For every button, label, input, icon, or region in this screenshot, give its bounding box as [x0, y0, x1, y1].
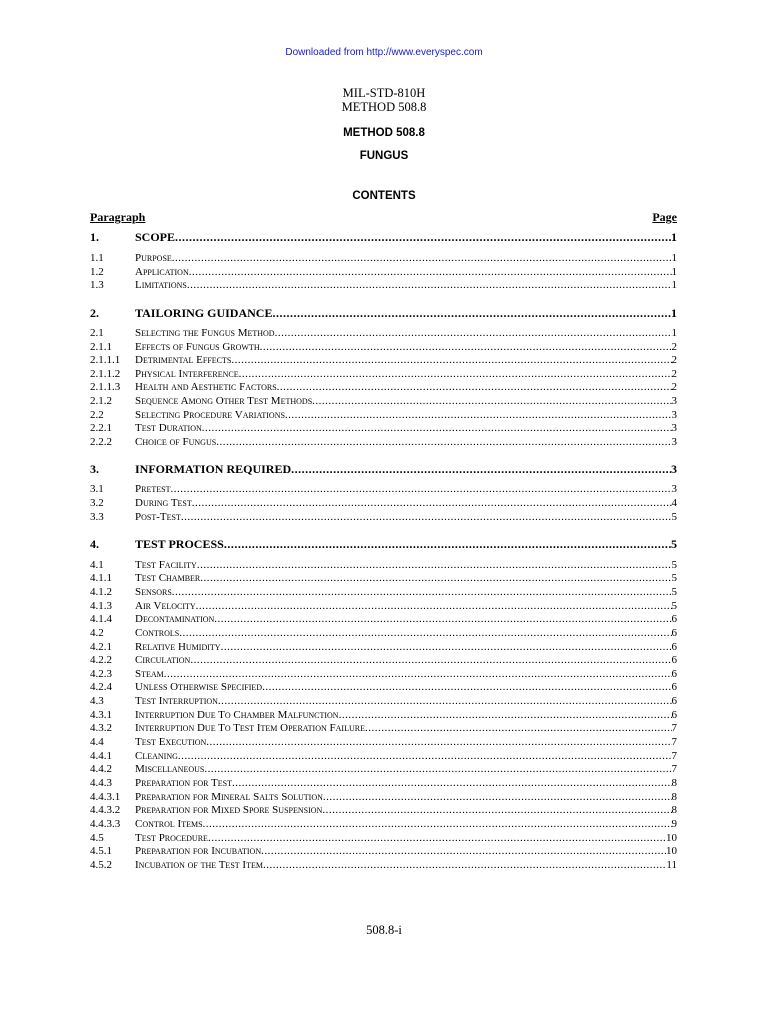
toc-page-number: 10: [666, 845, 677, 857]
toc-row[interactable]: [90, 409, 677, 422]
toc-number: 4.1.3: [90, 600, 112, 612]
toc-page-number: 3: [671, 436, 677, 448]
toc-row[interactable]: [90, 230, 677, 246]
toc-number: 2.2.2: [90, 436, 112, 448]
toc-title: Application: [135, 266, 189, 278]
toc-number: 2.1.1: [90, 341, 112, 353]
toc-title: Detrimental Effects: [135, 354, 232, 366]
toc-row[interactable]: [90, 750, 677, 763]
toc-page-number: 1: [671, 306, 677, 320]
paragraph-column-header: Paragraph: [90, 210, 146, 224]
toc-row[interactable]: [90, 327, 677, 340]
toc-title: Test Facility: [135, 559, 197, 571]
toc-row[interactable]: [90, 681, 677, 694]
doc-id: MIL-STD-810H: [342, 86, 426, 100]
toc-row[interactable]: [90, 600, 677, 613]
toc-title: INFORMATION REQUIRED: [135, 462, 292, 476]
toc-page-number: 6: [671, 695, 677, 707]
page-footer: 508.8-i: [366, 923, 402, 937]
toc-number: 4.4: [90, 736, 104, 748]
toc-leader-dots: [291, 462, 671, 477]
toc-row[interactable]: [90, 777, 677, 790]
toc-leader-dots: [218, 695, 672, 707]
toc-leader-dots: [221, 641, 672, 653]
toc-number: 3.3: [90, 511, 104, 523]
toc-leader-dots: [365, 722, 672, 734]
toc-number: 4.5.2: [90, 859, 112, 871]
toc-leader-dots: [214, 613, 671, 625]
toc-page-number: 4: [671, 497, 677, 509]
toc-page-number: 2: [671, 368, 677, 380]
toc-page-number: 5: [671, 559, 677, 571]
toc-leader-dots: [224, 537, 671, 552]
toc-title: Effects of Fungus Growth: [135, 341, 260, 353]
toc-page-number: 3: [671, 409, 677, 421]
toc-leader-dots: [189, 266, 672, 278]
toc-row[interactable]: [90, 736, 677, 749]
toc-row[interactable]: [90, 395, 677, 408]
toc-row[interactable]: [90, 422, 677, 435]
toc-number: 2.1.1.1: [90, 354, 121, 366]
toc-row[interactable]: [90, 497, 677, 510]
toc-page-number: 6: [671, 654, 677, 666]
toc-number: 4.2: [90, 627, 104, 639]
toc-leader-dots: [196, 600, 672, 612]
toc-leader-dots: [204, 763, 671, 775]
toc-page-number: 6: [671, 613, 677, 625]
toc-number: 4.1.1: [90, 572, 112, 584]
toc-title: Circulation: [135, 654, 191, 666]
toc-row[interactable]: [90, 641, 677, 654]
toc-title: Pretest: [135, 483, 171, 495]
toc-leader-dots: [175, 230, 671, 245]
toc-row[interactable]: [90, 436, 677, 449]
toc-leader-dots: [262, 681, 671, 693]
toc-title: Sequence Among Other Test Methods: [135, 395, 313, 407]
toc-number: 2.: [90, 306, 99, 320]
toc-row[interactable]: [90, 859, 677, 872]
toc-page-number: 6: [671, 709, 677, 721]
toc-row[interactable]: [90, 537, 677, 553]
toc-number: 4.4.1: [90, 750, 112, 762]
contents-heading: CONTENTS: [352, 190, 416, 202]
toc-leader-dots: [208, 832, 666, 844]
toc-page-number: 6: [671, 641, 677, 653]
toc-title: Cleaning: [135, 750, 178, 762]
toc-page-number: 6: [671, 627, 677, 639]
toc-title: During Test: [135, 497, 192, 509]
toc-title: Air Velocity: [135, 600, 196, 612]
toc-number: 1.3: [90, 279, 104, 291]
toc-title: Interruption Due To Test Item Operation Failure: [135, 722, 365, 734]
toc-page-number: 5: [671, 511, 677, 523]
toc-page-number: 7: [671, 750, 677, 762]
toc-page-number: 3: [671, 395, 677, 407]
toc-leader-dots: [239, 368, 672, 380]
toc-number: 4.4.3.2: [90, 804, 121, 816]
toc-title: Preparation for Incubation: [135, 845, 262, 857]
toc-title: Controls: [135, 627, 180, 639]
toc-number: 4.3.2: [90, 722, 112, 734]
toc-page-number: 5: [671, 586, 677, 598]
toc-row[interactable]: [90, 695, 677, 708]
toc-title: TEST PROCESS: [135, 537, 224, 551]
toc-row[interactable]: [90, 354, 677, 367]
toc-title: Test Procedure: [135, 832, 208, 844]
toc-leader-dots: [170, 483, 671, 495]
toc-page-number: 6: [671, 681, 677, 693]
toc-leader-dots: [322, 804, 671, 816]
toc-leader-dots: [260, 341, 672, 353]
toc-leader-dots: [261, 845, 666, 857]
toc-leader-dots: [231, 354, 671, 366]
toc-number: 2.1.2: [90, 395, 112, 407]
toc-row[interactable]: [90, 252, 677, 265]
toc-page-number: 7: [671, 722, 677, 734]
toc-leader-dots: [187, 279, 672, 291]
toc-row[interactable]: [90, 668, 677, 681]
download-link[interactable]: Downloaded from http://www.everyspec.com: [285, 47, 483, 58]
toc-number: 4.3: [90, 695, 104, 707]
toc-row[interactable]: [90, 613, 677, 626]
toc-title: Preparation for Test: [135, 777, 232, 789]
toc-number: 3.2: [90, 497, 104, 509]
toc-page-number: 1: [671, 266, 677, 278]
toc-title: Miscellaneous: [135, 763, 205, 775]
doc-method: METHOD 508.8: [341, 100, 427, 114]
toc-title: Decontamination: [135, 613, 215, 625]
toc-leader-dots: [272, 306, 671, 321]
toc-page-number: 2: [671, 354, 677, 366]
toc-title: Selecting Procedure Variations: [135, 409, 285, 421]
toc-leader-dots: [200, 572, 671, 584]
toc-title: Preparation for Mixed Spore Suspension: [135, 804, 323, 816]
toc-leader-dots: [285, 409, 672, 421]
toc-title: TAILORING GUIDANCE: [135, 306, 273, 320]
toc-number: 2.1: [90, 327, 104, 339]
toc-leader-dots: [216, 436, 671, 448]
toc-page-number: 1: [671, 252, 677, 264]
toc-title: Test Interruption: [135, 695, 218, 707]
toc-page-number: 5: [671, 537, 677, 551]
toc-page-number: 6: [671, 668, 677, 680]
toc-number: 4.: [90, 537, 99, 551]
column-headers: [90, 210, 677, 226]
toc-number: 4.2.2: [90, 654, 112, 666]
toc-row[interactable]: [90, 368, 677, 381]
toc-title: Test Duration: [135, 422, 202, 434]
toc-row[interactable]: [90, 483, 677, 496]
toc-page-number: 5: [671, 600, 677, 612]
toc-row[interactable]: [90, 462, 677, 478]
toc-title: SCOPE: [135, 230, 176, 244]
toc-title: Unless Otherwise Specified: [135, 681, 263, 693]
toc-title: Interruption Due To Chamber Malfunction: [135, 709, 339, 721]
toc-row[interactable]: [90, 511, 677, 524]
toc-row[interactable]: [90, 804, 677, 817]
toc-row[interactable]: [90, 341, 677, 354]
toc-page-number: 5: [671, 572, 677, 584]
toc-leader-dots: [202, 422, 672, 434]
toc-number: 4.1.2: [90, 586, 112, 598]
toc-number: 1.: [90, 230, 99, 244]
toc-leader-dots: [164, 668, 672, 680]
toc-row[interactable]: [90, 709, 677, 722]
toc-page-number: 7: [671, 736, 677, 748]
toc-page-number: 1: [671, 279, 677, 291]
toc-number: 3.: [90, 462, 99, 476]
toc-leader-dots: [178, 750, 672, 762]
toc-leader-dots: [206, 736, 671, 748]
toc-page-number: 2: [671, 341, 677, 353]
toc-row[interactable]: [90, 818, 677, 831]
toc-page-number: 3: [671, 422, 677, 434]
toc-row[interactable]: [90, 586, 677, 599]
toc-title: Limitations: [135, 279, 187, 291]
toc-number: 4.4.3.3: [90, 818, 121, 830]
toc-number: 2.1.1.3: [90, 381, 121, 393]
toc-leader-dots: [192, 497, 672, 509]
toc-leader-dots: [203, 818, 672, 830]
toc-leader-dots: [277, 381, 672, 393]
method-title: METHOD 508.8: [343, 127, 425, 139]
toc-title: Preparation for Mineral Salts Solution: [135, 791, 323, 803]
toc-number: 4.5.1: [90, 845, 112, 857]
toc-leader-dots: [190, 654, 671, 666]
toc-title: Selecting the Fungus Method: [135, 327, 275, 339]
toc-number: 4.3.1: [90, 709, 112, 721]
toc-title: Steam: [135, 668, 164, 680]
toc-page-number: 8: [671, 804, 677, 816]
toc-row[interactable]: [90, 381, 677, 394]
toc-leader-dots: [312, 395, 671, 407]
toc-title: Purpose: [135, 252, 172, 264]
toc-number: 2.2: [90, 409, 104, 421]
toc-title: Test Chamber: [135, 572, 201, 584]
toc-page-number: 3: [671, 462, 677, 476]
toc-number: 4.2.1: [90, 641, 112, 653]
toc-leader-dots: [232, 777, 672, 789]
toc-title: Post-Test: [135, 511, 181, 523]
toc-number: 4.4.3: [90, 777, 112, 789]
toc-number: 2.2.1: [90, 422, 112, 434]
toc-row[interactable]: [90, 791, 677, 804]
toc-page-number: 3: [671, 483, 677, 495]
toc-title: Choice of Fungus: [135, 436, 217, 448]
toc-title: Relative Humidity: [135, 641, 221, 653]
toc-row[interactable]: [90, 845, 677, 858]
toc-number: 1.2: [90, 266, 104, 278]
toc-page-number: 7: [671, 763, 677, 775]
toc-number: 4.4.3.1: [90, 791, 121, 803]
toc-leader-dots: [339, 709, 672, 721]
toc-number: 4.1: [90, 559, 104, 571]
toc-page-number: 11: [666, 859, 677, 871]
toc-page-number: 1: [671, 327, 677, 339]
toc-row[interactable]: [90, 627, 677, 640]
toc-number: 2.1.1.2: [90, 368, 121, 380]
toc-row[interactable]: [90, 722, 677, 735]
toc-title: Health and Aesthetic Factors: [135, 381, 277, 393]
toc-leader-dots: [263, 859, 666, 871]
toc-number: 4.4.2: [90, 763, 112, 775]
toc-row[interactable]: [90, 572, 677, 585]
toc-row[interactable]: [90, 306, 677, 322]
download-notice: [0, 47, 768, 58]
toc-leader-dots: [179, 627, 671, 639]
toc-row[interactable]: [90, 279, 677, 292]
toc-number: 4.2.4: [90, 681, 112, 693]
toc-page-number: 10: [666, 832, 677, 844]
page-column-header: Page: [652, 210, 677, 224]
toc-title: Incubation of the Test Item: [135, 859, 263, 871]
toc-leader-dots: [323, 791, 672, 803]
toc-row[interactable]: [90, 266, 677, 279]
toc-title: Sensors: [135, 586, 172, 598]
toc-number: 3.1: [90, 483, 104, 495]
toc-title: Test Execution: [135, 736, 207, 748]
toc-leader-dots: [172, 586, 672, 598]
toc-row[interactable]: [90, 832, 677, 845]
method-name: FUNGUS: [359, 150, 409, 162]
toc-leader-dots: [275, 327, 672, 339]
toc-row[interactable]: [90, 559, 677, 572]
toc-number: 4.1.4: [90, 613, 112, 625]
toc-number: 4.2.3: [90, 668, 112, 680]
toc-leader-dots: [197, 559, 672, 571]
toc-number: 4.5: [90, 832, 104, 844]
toc-page-number: 2: [671, 381, 677, 393]
toc-row[interactable]: [90, 654, 677, 667]
toc-leader-dots: [181, 511, 672, 523]
toc-number: 1.1: [90, 252, 104, 264]
toc-page-number: 1: [671, 230, 677, 244]
toc-title: Physical Interference: [135, 368, 239, 380]
toc-leader-dots: [172, 252, 672, 264]
toc-page-number: 9: [671, 818, 677, 830]
toc-title: Control Items: [135, 818, 203, 830]
toc-page-number: 8: [671, 777, 677, 789]
toc-row[interactable]: [90, 763, 677, 776]
toc-page-number: 8: [671, 791, 677, 803]
